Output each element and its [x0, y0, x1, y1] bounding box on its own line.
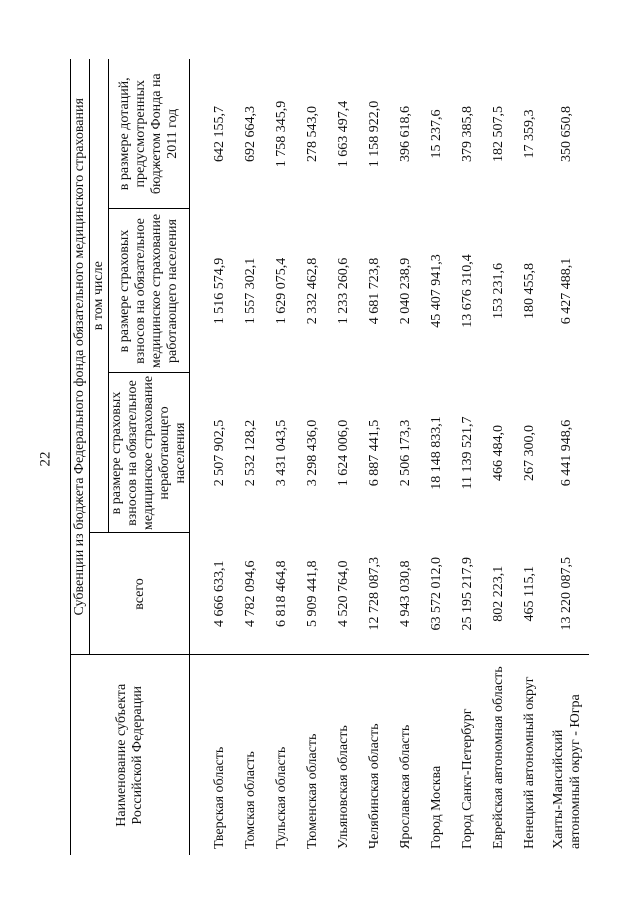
- region-name: Ульяновская область: [328, 655, 359, 855]
- table-row: [359, 59, 390, 855]
- nonworking-value: 2 532 128,2: [242, 419, 258, 487]
- working-value: 153 231,6: [490, 263, 506, 319]
- total-value: 5 909 441,8: [304, 560, 320, 627]
- nonworking-value: 267 300,0: [521, 425, 537, 481]
- total-value: 4 520 764,0: [335, 560, 351, 627]
- region-name: Тверская область: [190, 655, 236, 855]
- header-working: в размере страховых взносов на обязательное медицинское страхование работающего населения: [109, 209, 190, 373]
- total-value: 63 572 012,0: [428, 557, 444, 631]
- total-value: 4 943 030,8: [397, 560, 413, 627]
- table-row: [545, 59, 589, 855]
- total-value: 4 782 094,6: [242, 560, 258, 627]
- nonworking-value: 2 507 902,5: [211, 419, 227, 487]
- subsidy-value: 17 359,3: [521, 109, 537, 159]
- subventions-table: [70, 59, 589, 855]
- region-name: Ханты-Мансийский автономный округ - Югра: [545, 655, 589, 855]
- subsidy-value: 1 663 497,4: [335, 100, 351, 168]
- subsidy-value: 692 664,3: [242, 106, 258, 162]
- nonworking-value: 6 441 948,6: [559, 419, 575, 487]
- region-name: Томская область: [235, 655, 266, 855]
- working-value: 180 455,8: [521, 263, 537, 319]
- region-name: Тюменская область: [297, 655, 328, 855]
- subsidy-value: 350 650,8: [559, 106, 575, 162]
- header-nonworking: в размере страховых взносов на обязательное медицинское страхование неработающего населения: [109, 373, 190, 533]
- rotated-table-wrapper: [70, 59, 583, 855]
- subsidy-value: 642 155,7: [211, 106, 227, 162]
- subsidy-value: 15 237,6: [428, 109, 444, 159]
- region-name: Тульская область: [266, 655, 297, 855]
- working-value: 1 516 574,9: [211, 257, 227, 325]
- total-value: 25 195 217,9: [459, 557, 475, 631]
- nonworking-value: 18 148 833,1: [428, 416, 444, 490]
- total-value: 12 728 087,3: [366, 557, 382, 631]
- subsidy-value: 278 543,0: [304, 106, 320, 162]
- total-value: 13 220 087,5: [559, 557, 575, 631]
- table-row: [514, 59, 545, 855]
- total-value: 4 666 633,1: [211, 560, 227, 627]
- working-value: 1 629 075,4: [273, 257, 289, 325]
- subsidy-value: 1 758 345,9: [273, 100, 289, 168]
- working-value: 45 407 941,3: [428, 254, 444, 328]
- region-name: Еврейская автономная область: [483, 655, 514, 855]
- working-value: 2 332 462,8: [304, 257, 320, 325]
- nonworking-value: 3 431 043,5: [273, 419, 289, 487]
- page-number: 22: [37, 451, 54, 467]
- table-row: [266, 59, 297, 855]
- header-total: всего: [90, 533, 190, 655]
- region-name: Челябинская область: [359, 655, 390, 855]
- region-name: Город Москва: [421, 655, 452, 855]
- nonworking-value: 11 139 521,7: [459, 416, 475, 490]
- subsidy-value: 379 385,8: [459, 106, 475, 162]
- working-value: 1 233 260,6: [335, 257, 351, 325]
- nonworking-value: 2 506 173,3: [397, 419, 413, 487]
- nonworking-value: 6 887 441,5: [366, 419, 382, 487]
- header-including: в том числе: [90, 59, 109, 533]
- working-value: 4 681 723,8: [366, 257, 382, 325]
- table-row: [235, 59, 266, 855]
- header-name-column: Наименование субъекта Российской Федерации: [71, 655, 190, 855]
- region-name: Город Санкт-Петербург: [452, 655, 483, 855]
- working-value: 13 676 310,4: [459, 254, 475, 328]
- region-name: Ярославская область: [390, 655, 421, 855]
- nonworking-value: 466 484,0: [490, 425, 506, 481]
- working-value: 1 557 302,1: [242, 257, 258, 325]
- nonworking-value: 1 624 006,0: [335, 419, 351, 487]
- working-value: 6 427 488,1: [559, 257, 575, 325]
- working-value: 2 040 238,9: [397, 257, 413, 325]
- header-subventions-group: Субвенции из бюджета Федерального фонда обязательного медицинского страхования: [71, 59, 90, 655]
- nonworking-value: 3 298 436,0: [304, 419, 320, 487]
- table-row: [297, 59, 328, 855]
- total-value: 6 818 464,8: [273, 560, 289, 627]
- table-row: [452, 59, 483, 855]
- total-value: 465 115,1: [521, 566, 537, 622]
- total-value: 802 223,1: [490, 565, 506, 622]
- subsidy-value: 1 158 922,0: [366, 100, 382, 168]
- header-subsidy: в размере дотаций, предусмотренных бюджетом Фонда на 2011 год: [109, 59, 190, 209]
- subsidy-value: 182 507,5: [490, 106, 506, 162]
- table-row: [190, 59, 236, 855]
- subsidy-value: 396 618,6: [397, 106, 413, 162]
- table-row: [390, 59, 421, 855]
- table-row: [483, 59, 514, 855]
- table-row: [421, 59, 452, 855]
- table-row: [328, 59, 359, 855]
- region-name: Ненецкий автономный округ: [514, 655, 545, 855]
